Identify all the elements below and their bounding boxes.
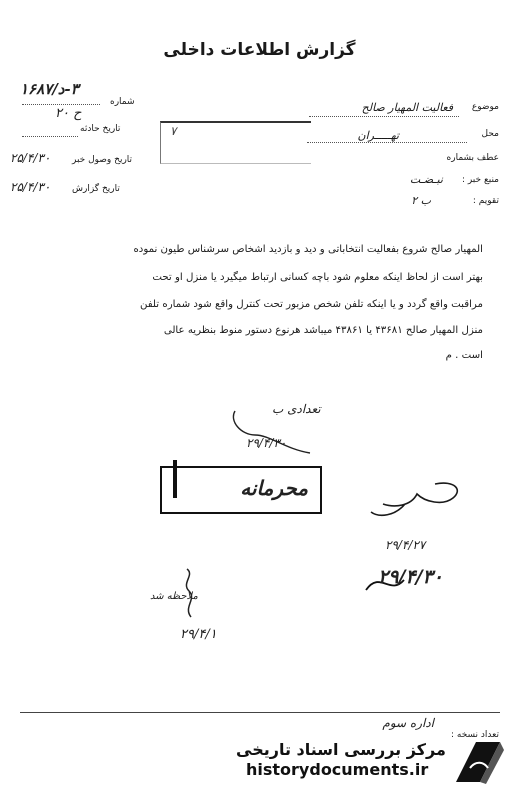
note-scribble <box>225 405 335 460</box>
handwritten-note-date: ۲۹/۴/۳۰ <box>246 436 287 450</box>
grade-value: ب ۲ <box>411 194 431 207</box>
copies-value: اداره سوم <box>382 716 434 730</box>
confidential-stamp <box>160 466 322 514</box>
body-line: است . م <box>445 350 483 361</box>
number-sub: ح ۲۰ <box>55 106 82 121</box>
place-label: محل <box>481 129 499 139</box>
handwritten-note: تعدادی‌ ب <box>272 402 321 416</box>
stamp-text: محرمانه <box>240 476 308 500</box>
right-signature-date: ۲۹/۴/۲۷ <box>385 538 426 552</box>
right-signature <box>365 476 475 526</box>
subject-label: موضوع <box>471 102 499 112</box>
place-value: تهـــــران <box>357 129 399 142</box>
right-code: ۲۹/۴/۳۰ <box>378 566 443 588</box>
event-date-line <box>22 136 78 137</box>
report-date-label: تاریخ گزارش <box>72 184 120 194</box>
received-stamp-mark: ٧ <box>170 124 177 138</box>
subject-line <box>309 116 459 117</box>
number-value: ۳-د/۱۶۸۷ <box>20 80 79 98</box>
body-line: المهیار صالح شروع بفعالیت انتخاباتی و دید و بازدید اشخاص سرشناس طیون نموده <box>133 244 483 255</box>
brand-url: historydocuments.ir <box>246 760 429 779</box>
received-date-label: تاریخ وصول خبر <box>72 155 133 165</box>
event-date-label: تاریخ حادثه <box>80 124 121 134</box>
report-title: گزارش اطلاعات داخلی <box>163 40 356 60</box>
left-marginal-date: ۲۹/۴/۱ <box>180 627 217 642</box>
report-date-value: ۲۵/۴/۳۰ <box>10 180 51 194</box>
grade-label: تقویم : <box>472 196 499 206</box>
ref-label: عطف بشماره <box>446 153 499 163</box>
number-line <box>22 104 100 105</box>
footer-rule <box>20 712 500 713</box>
number-label: شماره <box>110 97 135 107</box>
left-marginal-note: ملاحظه شد <box>150 591 198 602</box>
source-value: نبـضـت <box>409 173 443 186</box>
stamp-edge-mark <box>173 460 177 498</box>
place-line <box>307 142 467 143</box>
source-label: منبع خبر : <box>461 175 499 185</box>
received-date-value: ۲۵/۴/۳۰ <box>10 151 51 165</box>
archive-logo-icon <box>450 738 506 788</box>
body-line: مراقبت واقع گردد و یا اینکه تلفن شخص مزبور تحت کنترل واقع شود شماره تلفن <box>140 299 483 310</box>
brand-name: مرکز بررسی اسناد تاریخی <box>236 740 446 759</box>
received-stamp-box <box>160 121 311 164</box>
body-line: منزل المهیار صالح ۴۳۶۸۱ یا ۴۳۸۶۱ میباشد هرنوع دستور منوط بنظریه عالی <box>163 325 483 336</box>
subject-value: فعالیت المهیار صالح <box>361 101 453 114</box>
body-line: بهتر است از لحاظ اینکه معلوم شود باچه کسانی ارتباط میگیرد یا منزل او تحت <box>152 272 483 283</box>
copies-label: تعداد نسخه : <box>450 730 499 740</box>
